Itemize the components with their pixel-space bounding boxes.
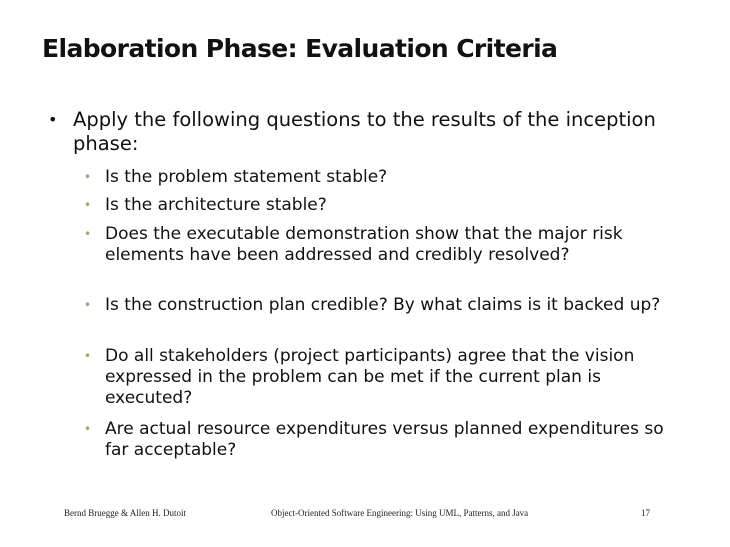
sub-bullet-marker: • xyxy=(84,170,92,184)
sub-bullet-text: Are actual resource expenditures versus planned expenditures so far acceptable? xyxy=(105,419,664,460)
sub-bullet xyxy=(84,419,684,461)
sub-bullet-text: Do all stakeholders (project participants) agree that the vision expressed in the problem can be met if the current plan is executed? xyxy=(105,346,635,408)
sub-bullet-marker: • xyxy=(84,349,92,363)
sub-bullet-text: Is the problem statement stable? xyxy=(105,167,388,187)
sub-bullet-text: Is the architecture stable? xyxy=(105,195,327,215)
footer-page-number: 17 xyxy=(641,508,650,518)
slide-title: Elaboration Phase: Evaluation Criteria xyxy=(42,34,558,63)
sub-bullet xyxy=(84,195,684,216)
footer-book-title: Object-Oriented Software Engineering: Using UML, Patterns, and Java xyxy=(271,508,529,518)
main-bullet xyxy=(48,108,688,156)
bullet-marker: • xyxy=(48,110,58,129)
main-bullet-text: Apply the following questions to the results of the inception phase: xyxy=(73,108,656,155)
sub-bullet-marker: • xyxy=(84,227,92,241)
sub-bullet-marker: • xyxy=(84,198,92,212)
sub-bullet-text: Does the executable demonstration show that the major risk elements have been addressed and credibly resolved? xyxy=(105,224,623,265)
sub-bullet xyxy=(84,295,684,316)
footer-authors: Bernd Bruegge & Allen H. Dutoit xyxy=(64,508,186,518)
sub-bullet xyxy=(84,346,684,409)
sub-bullet xyxy=(84,224,684,266)
sub-bullet-text: Is the construction plan credible? By what claims is it backed up? xyxy=(105,295,661,315)
sub-bullet xyxy=(84,167,684,188)
sub-bullet-marker: • xyxy=(84,422,92,436)
sub-bullet-marker: • xyxy=(84,298,92,312)
